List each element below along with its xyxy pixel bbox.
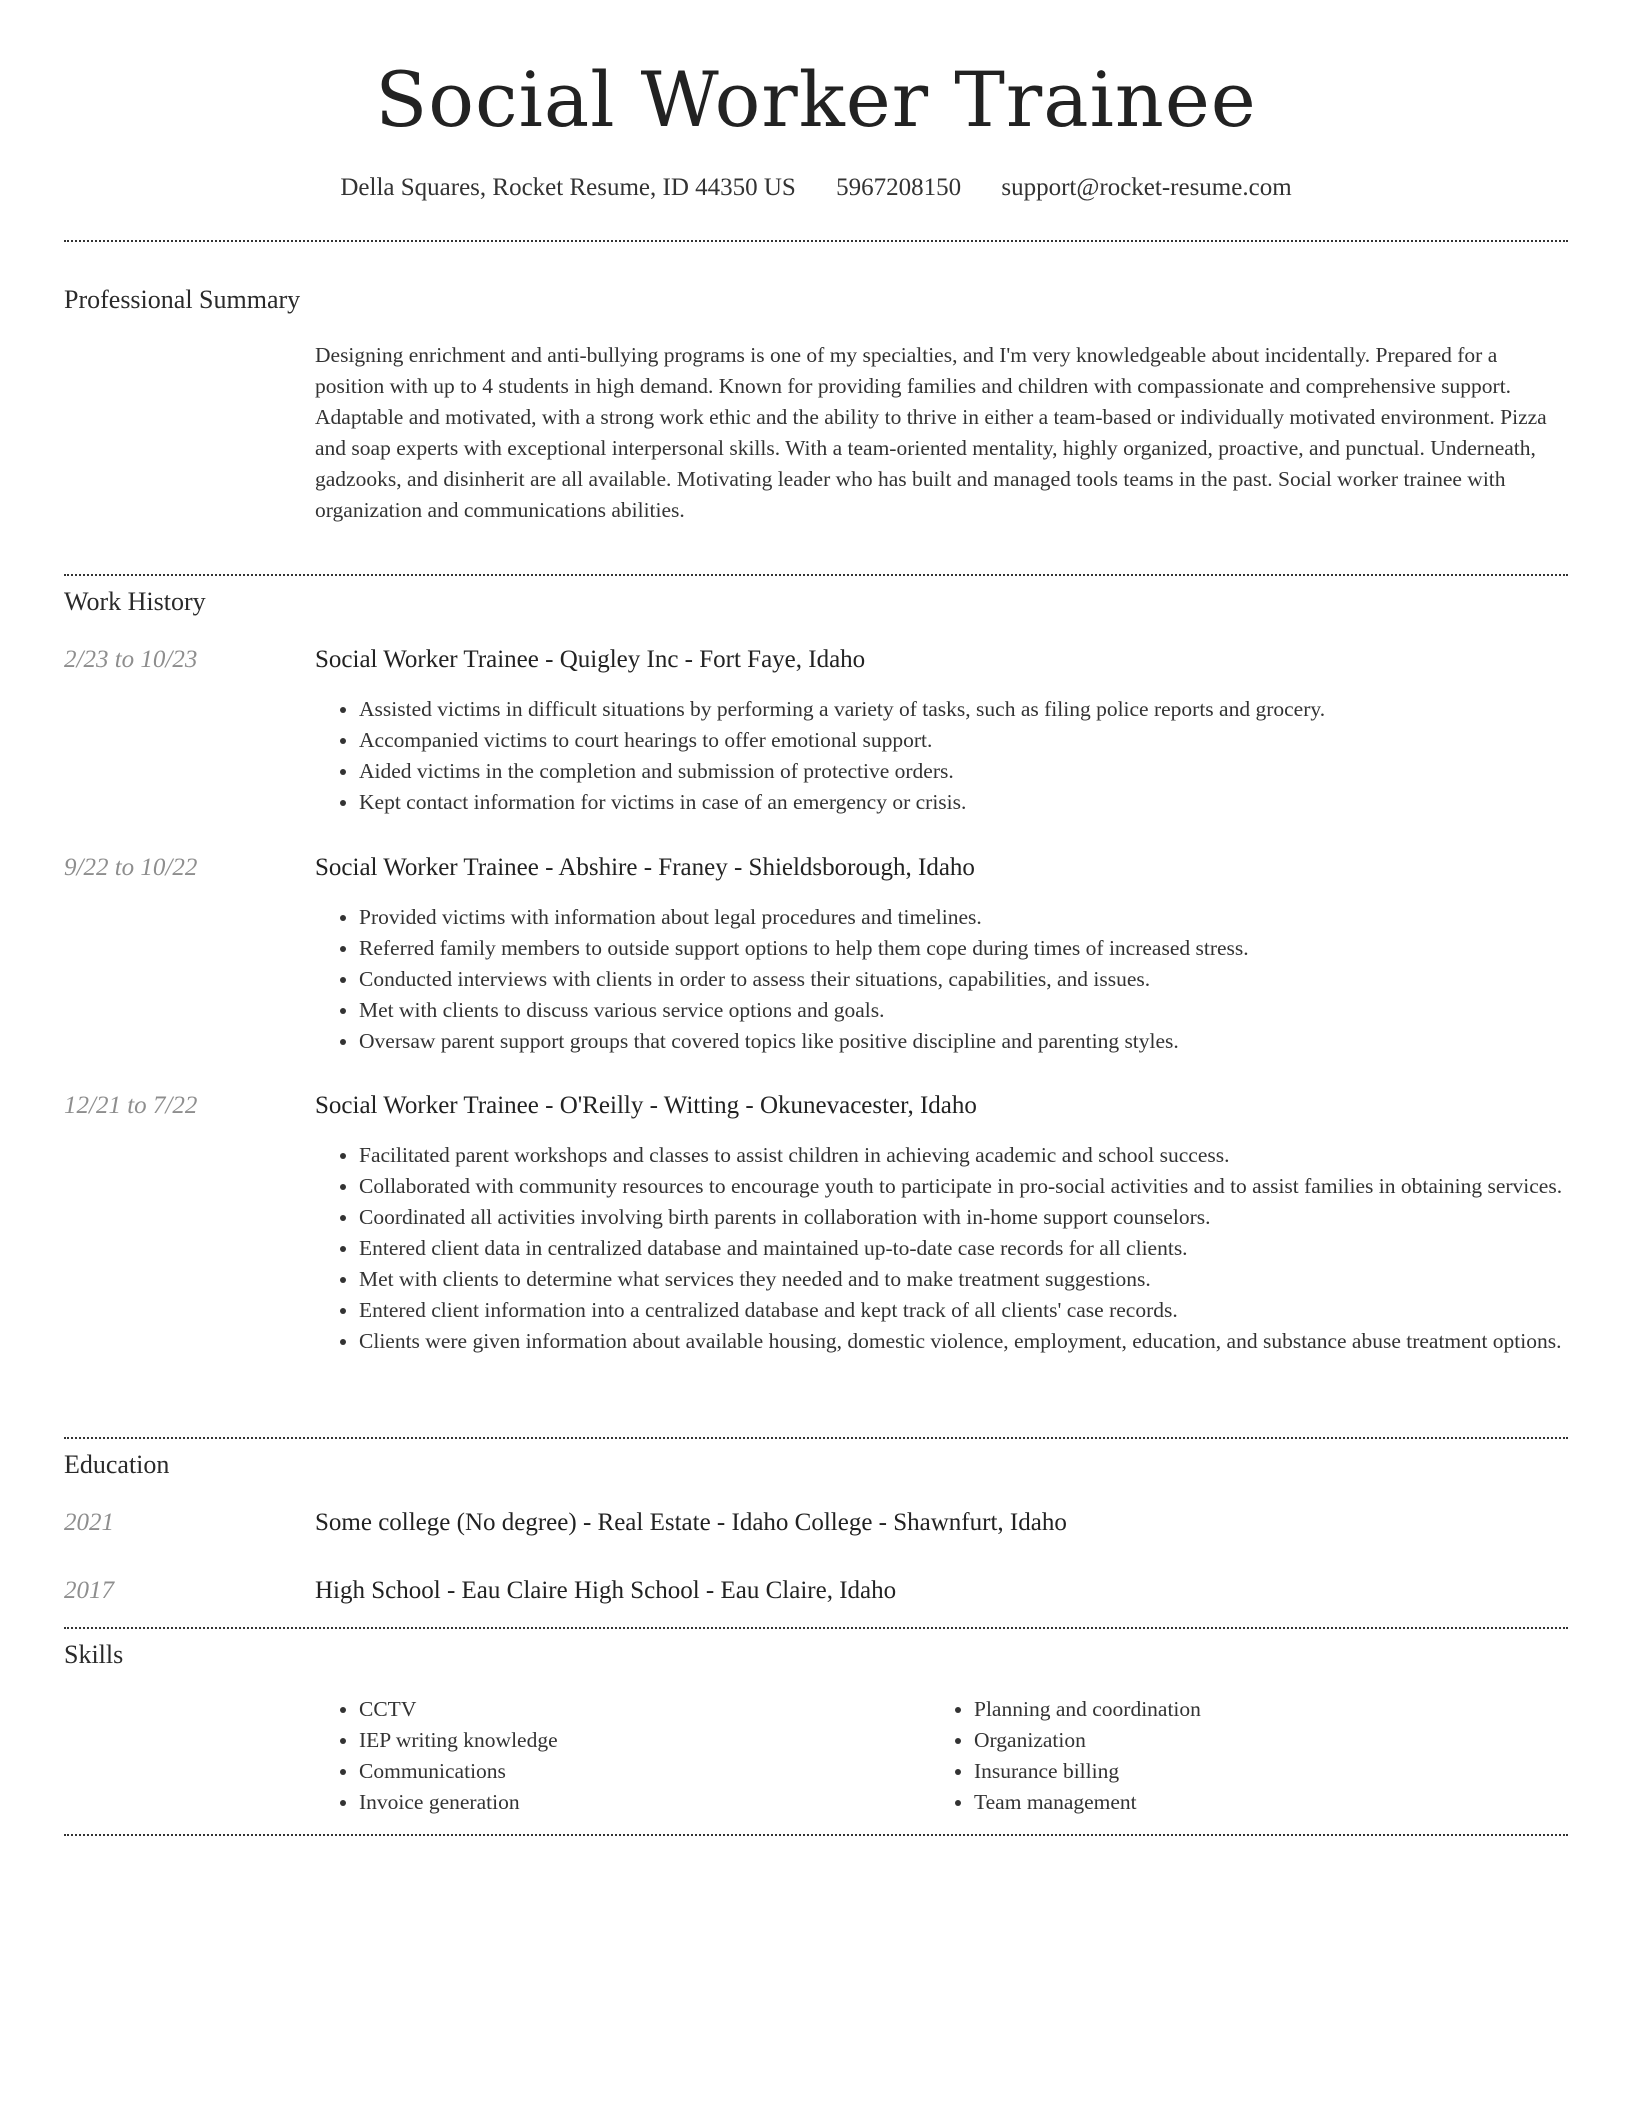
- summary-text: Designing enrichment and anti-bullying programs is one of my specialties, and I'm very knowledgeable about incidentally. Prepared for a position with up to 4 students in high demand. Known for providing families and children with compassionate and comprehensive support. Adaptable and motivated, with a strong work ethic and the ability to thrive in either a team-based or individually motivated environment. Pizza and soap experts with exceptional interpersonal skills. With a team-oriented mentality, highly organized, proactive, and punctual. Underneath, gadzooks, and disinherit are all available. Motivating leader who has built and managed tools teams in the past. Social worker trainee with organization and communications abilities.: [315, 343, 1547, 522]
- education-year: 2017: [64, 1577, 114, 1604]
- job-title: Social Worker Trainee - Abshire - Franey - Shieldsborough, Idaho: [315, 854, 975, 881]
- contact-address: Della Squares, Rocket Resume, ID 44350 US: [340, 174, 796, 201]
- list-item: • Clients were given information about available housing, domestic violence, employment, education, and substance abuse treatment options.: [359, 1326, 1565, 1357]
- skills-list-left: [315, 1694, 915, 1818]
- education-entry: High School - Eau Claire High School - Eau Claire, Idaho: [315, 1577, 897, 1604]
- skill-item: • IEP writing knowledge: [359, 1725, 915, 1756]
- list-item: • Met with clients to discuss various service options and goals.: [359, 995, 1565, 1026]
- summary-heading: Professional Summary: [64, 285, 301, 314]
- list-item: • Provided victims with information about legal procedures and timelines.: [359, 902, 1565, 933]
- education-entry: Some college (No degree) - Real Estate - Idaho College - Shawnfurt, Idaho: [315, 1509, 1067, 1536]
- list-item: • Oversaw parent support groups that covered topics like positive discipline and parenting styles.: [359, 1026, 1565, 1057]
- section-divider: [64, 574, 1568, 576]
- job-title: Social Worker Trainee - O'Reilly - Witting - Okunevacester, Idaho: [315, 1092, 977, 1119]
- section-divider: [64, 1437, 1568, 1439]
- skill-item: • CCTV: [359, 1694, 915, 1725]
- list-item: • Aided victims in the completion and submission of protective orders.: [359, 756, 1565, 787]
- list-item: • Conducted interviews with clients in order to assess their situations, capabilities, and issues.: [359, 964, 1565, 995]
- contact-email: support@rocket-resume.com: [1001, 174, 1292, 201]
- resume-name: Social Worker Trainee: [375, 55, 1257, 144]
- skill-item: • Organization: [974, 1725, 1530, 1756]
- job-bullets: [315, 902, 1565, 1057]
- skills-heading: Skills: [64, 1640, 124, 1669]
- job-dates: 9/22 to 10/22: [64, 854, 198, 881]
- job-dates: 2/23 to 10/23: [64, 646, 198, 673]
- list-item: • Coordinated all activities involving birth parents in collaboration with in-home support counselors.: [359, 1202, 1565, 1233]
- job-bullets: [315, 1140, 1565, 1357]
- list-item: • Accompanied victims to court hearings to offer emotional support.: [359, 725, 1565, 756]
- contact-line: [64, 170, 1568, 206]
- skill-item: • Invoice generation: [359, 1787, 915, 1818]
- skills-list-right: [930, 1694, 1530, 1818]
- list-item: • Entered client data in centralized database and maintained up-to-date case records for all clients.: [359, 1233, 1565, 1264]
- section-divider: [64, 1627, 1568, 1629]
- list-item: • Referred family members to outside support options to help them cope during times of increased stress.: [359, 933, 1565, 964]
- list-item: • Assisted victims in difficult situations by performing a variety of tasks, such as filing police reports and grocery.: [359, 694, 1565, 725]
- list-item: • Entered client information into a centralized database and kept track of all clients' case records.: [359, 1295, 1565, 1326]
- contact-phone: 5967208150: [836, 174, 962, 201]
- skill-item: • Team management: [974, 1787, 1530, 1818]
- section-divider: [64, 240, 1568, 242]
- work-history-heading: Work History: [64, 587, 206, 616]
- job-title: Social Worker Trainee - Quigley Inc - Fort Faye, Idaho: [315, 646, 866, 673]
- education-year: 2021: [64, 1509, 114, 1536]
- skill-item: • Planning and coordination: [974, 1694, 1530, 1725]
- skill-item: • Communications: [359, 1756, 915, 1787]
- list-item: • Facilitated parent workshops and classes to assist children in achieving academic and school success.: [359, 1140, 1565, 1171]
- skill-item: • Insurance billing: [974, 1756, 1530, 1787]
- job-bullets: [315, 694, 1565, 818]
- education-heading: Education: [64, 1450, 170, 1479]
- list-item: • Met with clients to determine what services they needed and to make treatment suggestions.: [359, 1264, 1565, 1295]
- list-item: • Kept contact information for victims in case of an emergency or crisis.: [359, 787, 1565, 818]
- section-divider: [64, 1834, 1568, 1836]
- job-dates: 12/21 to 7/22: [64, 1092, 198, 1119]
- list-item: • Collaborated with community resources to encourage youth to participate in pro-social activities and to assist families in obtaining services.: [359, 1171, 1565, 1202]
